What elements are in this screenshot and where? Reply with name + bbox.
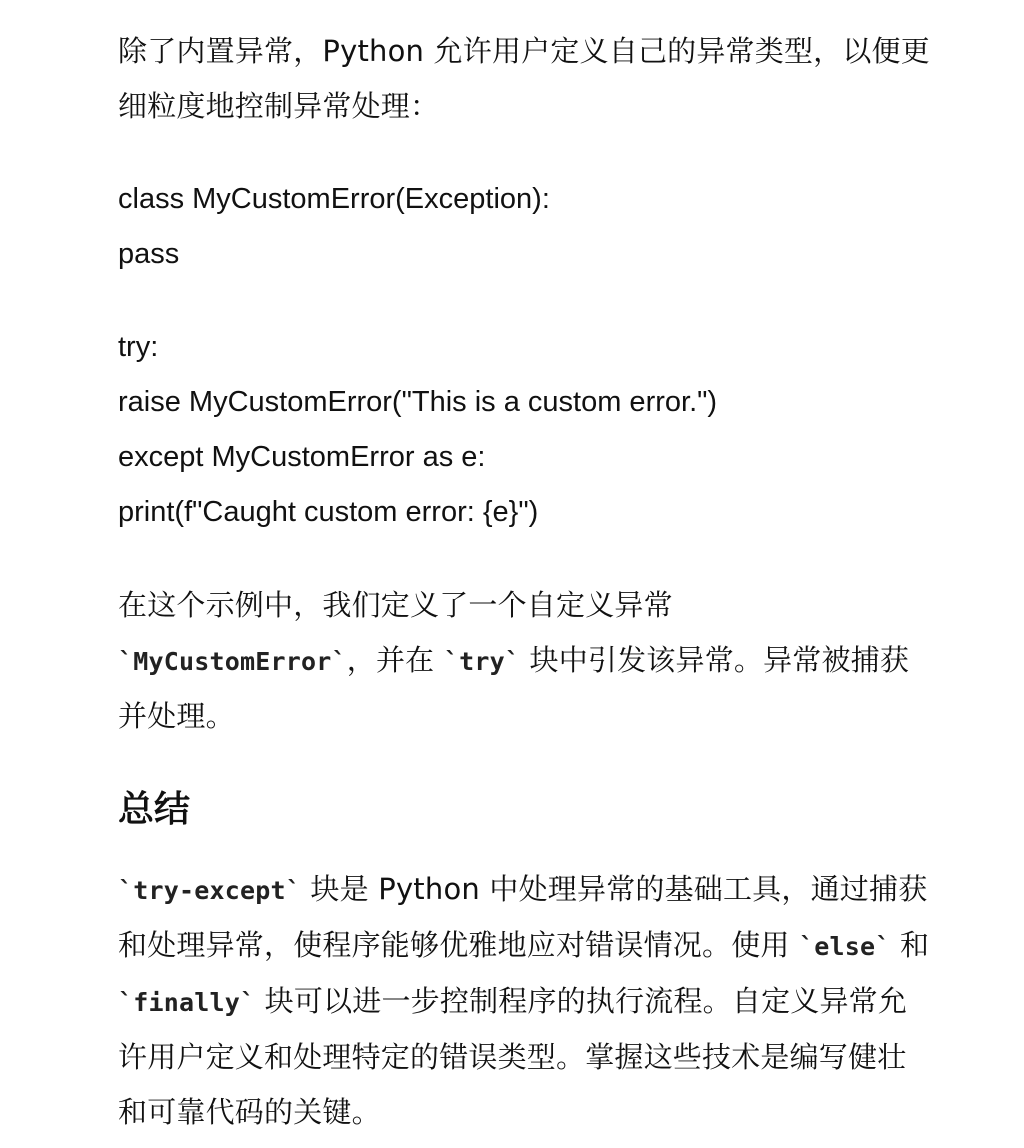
summary-line-5: 和可靠代码的关键。 [118, 1095, 381, 1129]
summary-heading: 总结 [118, 789, 191, 830]
code-line: try: [118, 331, 159, 363]
code-line: print(f"Caught custom error: {e}") [118, 496, 539, 528]
code-block-try [118, 320, 1004, 540]
intro-line-1: 除了内置异常，Python 允许用户定义自己的异常类型，以便更 [118, 34, 930, 68]
explanation-line-1: 在这个示例中，我们定义了一个自定义异常 [118, 588, 673, 622]
summary-text: 块可以进一步控制程序的执行流程。自定义异常允 [255, 984, 908, 1018]
code-line: pass [118, 238, 180, 270]
code-line: raise MyCustomError("This is a custom error.") [118, 386, 718, 418]
article-body [118, 24, 1004, 1140]
code-line: except MyCustomError as e: [118, 441, 486, 473]
explanation-text: 块中引发该异常。异常被捕获 [520, 643, 910, 677]
explanation-text: ，并在 [346, 643, 444, 677]
explanation-line-3: 并处理。 [118, 699, 235, 733]
inline-code-finally: `finally` [118, 988, 256, 1017]
intro-paragraph [118, 24, 1004, 134]
code-line: class MyCustomError(Exception): [118, 183, 550, 215]
intro-line-2: 细粒度地控制异常处理： [118, 89, 440, 123]
inline-code-try: `try` [443, 647, 521, 676]
example-explanation-paragraph [118, 578, 1004, 744]
summary-line-4: 许用户定义和处理特定的错误类型。掌握这些技术是编写健壮 [118, 1040, 907, 1074]
inline-code-else: `else` [799, 932, 891, 961]
summary-text: 块是 Python 中处理异常的基础工具，通过捕获 [301, 872, 928, 906]
code-block-class-def [118, 172, 1004, 282]
summary-paragraph [118, 862, 1004, 1140]
summary-text: 和 [890, 928, 930, 962]
inline-code-try-except: `try-except` [118, 876, 302, 905]
inline-code-mycustomerror: `MyCustomError` [118, 647, 347, 676]
summary-text: 和处理异常，使程序能够优雅地应对错误情况。使用 [118, 928, 800, 962]
